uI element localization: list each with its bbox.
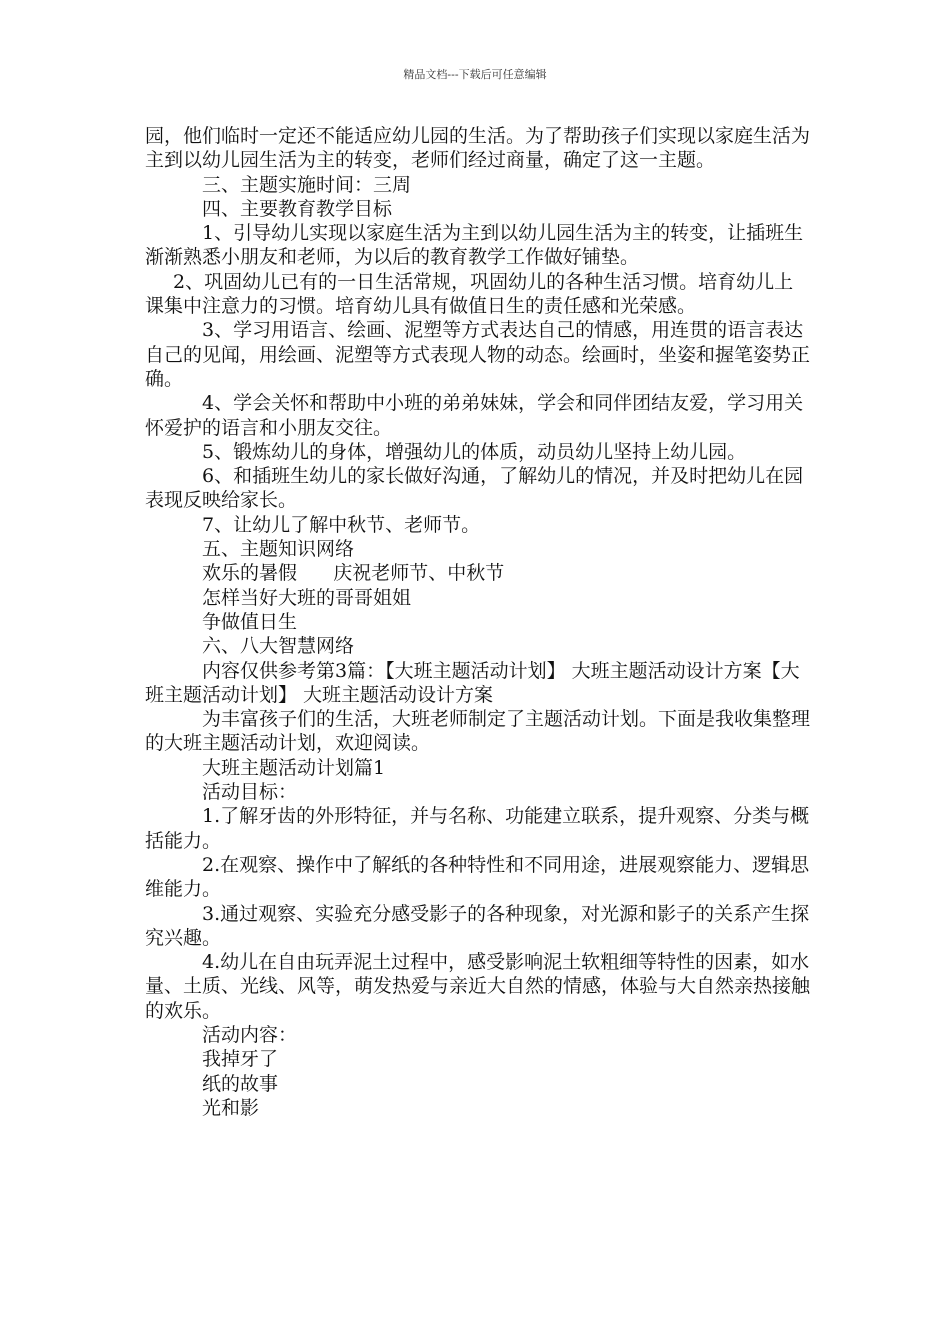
- paragraph: 四、主要教育教学目标: [202, 197, 393, 220]
- paragraph: 怎样当好大班的哥哥姐姐: [202, 586, 412, 609]
- paragraph: 4、学会关怀和帮助中小班的弟弟妹妹，学会和同伴团结友爱，学习用关怀爱护的语言和小朋友交往。: [145, 392, 804, 439]
- paragraph: 7、让幼儿了解中秋节、老师节。: [202, 513, 481, 536]
- paragraph: 纸的故事: [202, 1072, 279, 1095]
- paragraph: 2.在观察、操作中了解纸的各种特性和不同用途，进展观察能力、逻辑思维能力。: [145, 853, 810, 901]
- paragraph: 争做值日生: [202, 610, 298, 633]
- paragraph: 为丰富孩子们的生活，大班老师制定了主题活动计划。下面是我收集整理的大班主题活动计划，欢迎阅读。: [145, 708, 811, 755]
- paragraph: 5、锻炼幼儿的身体，增强幼儿的体质，动员幼儿坚持上幼儿园。: [202, 440, 747, 463]
- paragraph: 活动内容：: [202, 1023, 298, 1046]
- paragraph: 6、和插班生幼儿的家长做好沟通，了解幼儿的情况，并及时把幼儿在园表现反映给家长。: [145, 465, 804, 512]
- paragraph: 活动目标：: [202, 781, 298, 804]
- paragraph: 三、主题实施时间：三周: [202, 173, 412, 196]
- paragraph: 光和影: [202, 1096, 260, 1119]
- paragraph: 大班主题活动计划篇1: [202, 756, 386, 779]
- paragraph: 六、八大智慧网络: [202, 635, 355, 658]
- paragraph: 3.通过观察、实验充分感受影子的各种现象，对光源和影子的关系产生探究兴趣。: [145, 902, 810, 949]
- paragraph: 3、学习用语言、绘画、泥塑等方式表达自己的情感，用连贯的语言表达自己的见闻，用绘画、泥塑等方式表现人物的动态。绘画时，坐姿和握笔姿势正确。: [145, 319, 811, 390]
- paragraph: 园，他们临时一定还不能适应幼儿园的生活。为了帮助孩子们实现以家庭生活为主到以幼儿园生活为主的转变，老师们经过商量，确定了这一主题。: [145, 125, 811, 172]
- paragraph: 五、主题知识网络: [202, 538, 355, 561]
- paragraph: 欢乐的暑假 庆祝老师节、中秋节: [202, 562, 505, 585]
- document-body: [145, 124, 810, 1120]
- page-header: 精品文档---下载后可任意编辑: [403, 68, 547, 81]
- paragraph: 1、引导幼儿实现以家庭生活为主到以幼儿园生活为主的转变，让插班生渐渐熟悉小朋友和老师，为以后的教育教学工作做好铺垫。: [145, 222, 804, 269]
- paragraph: 我掉牙了: [202, 1048, 279, 1071]
- paragraph: 2、巩固幼儿已有的一日生活常规，巩固幼儿的各种生活习惯。培育幼儿上课集中注意力的习惯。培育幼儿具有做值日生的责任感和光荣感。: [145, 270, 794, 318]
- paragraph: 内容仅供参考第3篇：【大班主题活动计划】 大班主题活动设计方案【大班主题活动计划】 大班主题活动设计方案: [145, 659, 800, 706]
- paragraph: 1.了解牙齿的外形特征，并与名称、功能建立联系，提升观察、分类与概括能力。: [145, 805, 810, 852]
- paragraph: 4.幼儿在自由玩弄泥土过程中，感受影响泥土软粗细等特性的因素，如水量、土质、光线、风等，萌发热爱与亲近大自然的情感，体验与大自然亲热接触的欢乐。: [145, 951, 811, 1022]
